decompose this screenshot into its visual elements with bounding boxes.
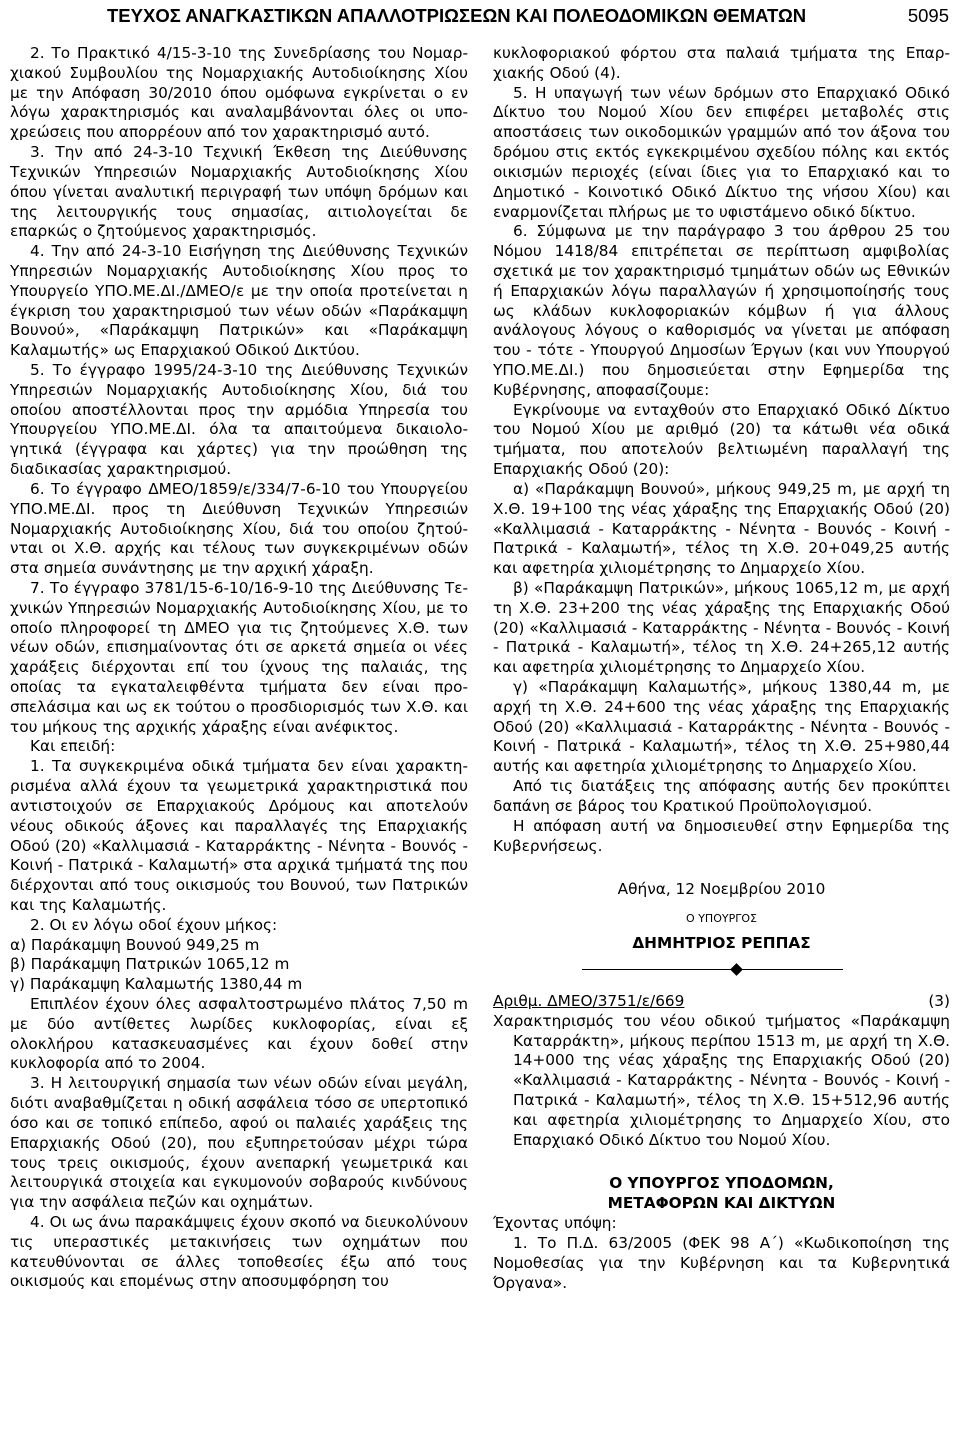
whereas-heading: Και επειδή: <box>30 737 116 756</box>
road-item-b: β) «Παράκαμψη Πατρικών», μήκους 1065,12 m, με αρχή τη Χ.Θ. 23+200 της νέας χάραξης της Επαρχιακής Οδού (20) «Καλλιμασιά - Καταρράκτης - Νένητα - Βουνός - Κοινή - Πατρικά - Καλαμωτή», τέλος τη Χ.Θ. 24+265,12 αυτής και αφετηρία χιλιομέτρησης το Δημαρχείο Χίου. <box>493 578 950 677</box>
paragraph-5: 5. Το έγγραφο 1995/24-3-10 της Διεύθυνσης Τεχνικών Υπηρεσιών Νομαρχιακής Αυτοδιοίκησης Χίου, διά του οποίου αποστέλλονται προς την αρμόδια Υπηρεσία του Υπουργείου ΥΠΟ.ΜΕ.ΔΙ. όλα τα απαιτούμενα δικαιολογητικά (έγγραφα και χάρτες) για την προώθηση της διαδικασίας χαρακτηρισμού. <box>10 361 468 479</box>
publication-note: Η απόφαση αυτή να δημοσιευθεί στην Εφημερίδα της Κυβερνήσεως. <box>493 816 950 855</box>
minister-title-line-2: ΜΕΤΑΦΟΡΩΝ ΚΑΙ ΔΙΚΤΥΩΝ <box>607 1194 836 1213</box>
legal-basis-item-1: 1. Το Π.Δ. 63/2005 (ΦΕΚ 98 Α΄) «Κωδικοποίηση της Νομοθεσίας για την Κυβέρνηση και τα Κυβερνητικά Όργανα». <box>493 1233 950 1292</box>
paragraph-7: 7. Το έγγραφο 3781/15-6-10/16-9-10 της Διεύθυνσης Τεχνικών Υπηρεσιών Νομαρχιακής Αυτοδιοίκησης Χίου, με το οποίο πληροφορεί τη ΔΜΕΟ για τις ζητούμενες Χ.Θ. των νέων οδών, επισημαίνοντας ότι σε αρκετά σημεία οι νέες χαράξεις διέρχονται επί του ίχνους της παλαιάς, της οποίας τα εγκαταλειφθέντα τμήματα δεν είναι προσπελάσιμα και ως εκ τούτου ο προσδιορισμός των Χ.Θ. και του μήκους της αρχικής χάραξης είναι ανέφικτος. <box>10 578 468 736</box>
right-column <box>493 44 950 1293</box>
publication-title: ΤΕΥΧΟΣ ΑΝΑΓΚΑΣΤΙΚΩΝ ΑΠΑΛΛΟΤΡΙΩΣΕΩΝ ΚΑΙ ΠΟΛΕΟΔΟΜΙΚΩΝ ΘΕΜΑΤΩΝ <box>107 5 807 26</box>
divider-line <box>582 969 843 970</box>
whereas-5: 5. Η υπαγωγή των νέων δρόμων στο Επαρχιακό Οδικό Δίκτυο του Νομού Χίου δεν επιφέρει μεταβολές στις αποστάσεις των οικοδομικών γραμμών από τον άξονα του δρόμου στις εκτός εγκεκριμένου σχεδίου πόλης και εκτός οικισμών περιοχές (είναι ίδιες για το Επαρχιακό και το Δημοτικό - Κοινοτικό Οδικό Δίκτυο της νήσου Χίου) και εναρμονίζεται πλήρως με το υφιστάμενο οδικό δίκτυο. <box>493 83 950 221</box>
decision-reference: Αριθμ. ΔΜΕΟ/3751/ε/669 <box>493 991 685 1010</box>
decision-header <box>493 992 950 1012</box>
minister-title-line-1: Ο ΥΠΟΥΡΓΟΣ ΥΠΟΔΟΜΩΝ, <box>609 1174 834 1193</box>
road-item-c: γ) «Παράκαμψη Καλαμωτής», μήκους 1380,44 m, με αρχή τη Χ.Θ. 24+600 της νέας χάραξης της Επαρχιακής Οδού (20) «Καλλιμασιά - Καταρράκτης - Νένητα - Βουνός - Κοινή - Πατρικά - Καλαμωτή», τέλος τη Χ.Θ. 25+980,44 αυτής και αφετηρία χιλιομέτρησης το Δημαρχείο Χίου. <box>493 678 950 776</box>
whereas-3: 3. Η λειτουργική σημασία των νέων οδών είναι μεγάλη, διότι αναβαθμίζεται η οδική ασφάλεια τόσο σε υπερτοπικό όσο και σε τοπικό επίπεδο, αφού οι παλαιές χαράξεις της Επαρχιακής Οδού (20), που εξυπηρετούσαν μέχρι τώρα τους τρεις οικισμούς, έχουν ανεπαρκή γεωμετρικά και λειτουργικά στοιχεία και εγκυμονούν σοβαρούς κινδύνους για την ασφάλεια πεζών και οχημάτων. <box>10 1074 468 1212</box>
whereas-2: 2. Οι εν λόγω οδοί έχουν μήκος: <box>30 915 278 934</box>
paragraph-3: 3. Την από 24-3-10 Τεχνική Έκθεση της Διεύθυνσης Τεχνικών Υπηρεσιών Νομαρχιακής Αυτοδιοίκησης Χίου όπου γίνεται αναλυτική περιγραφή των υπόψη δρόμων και της λειτουργικής τους σημασίας, αιτιολογείται δε επαρκώς ο ζητούμενος χαρακτηρισμός. <box>10 143 468 241</box>
paragraph-2: 2. Το Πρακτικό 4/15-3-10 της Συνεδρίασης του Νομαρχιακού Συμβουλίου της Νομαρχιακής Αυτοδιοίκησης Χίου με την Απόφαση 30/2010 όπου ομόφωνα εγκρίνεται ο εν λόγω χαρακτηρισμός και αναλαμβάνονται όλες οι υποχρεώσεις που απορρέουν από τον χαρακτηρισμό αυτό. <box>10 44 468 142</box>
whereas-1: 1. Τα συγκεκριμένα οδικά τμήματα δεν είναι χαρακτηρισμένα αλλά έχουν τα γεωμετρικά χαρακτηριστικά που αντιστοιχούν σε Επαρχιακούς Δρόμους και αποτελούν νέους οδικούς άξονες και παραλλαγές της Επαρχιακής Οδού (20) «Καλλιμασιά - Καταρράκτης - Νένητα - Βουνός - Κοινή - Πατρικά - Καλαμωτή» στα αρχικά τμήματά της που διέρχονται από τους οικισμούς του Βουνού, των Πατρικών και της Καλαμωτής. <box>10 757 468 914</box>
decision-number: (3) <box>928 991 950 1010</box>
minister-label: Ο ΥΠΟΥΡΓΟΣ <box>686 912 757 926</box>
page-number: 5095 <box>907 5 949 26</box>
width-paragraph: Επιπλέον έχουν όλες ασφαλτοστρωμένο πλάτος 7,50 m με δύο αντίθετες λωρίδες κυκλοφορίας, είναι εξ ολοκλήρου κατασκευασμένες και έχουν δοθεί στην κυκλοφορία από το 2004. <box>10 995 468 1073</box>
whereas-6: 6. Σύμφωνα με την παράγραφο 3 του άρθρου 25 του Νόμου 1418/84 επιτρέπεται σε περίπτωση αμφιβολίας σχετικά με τον χαρακτηρισμό τμημάτων οδών ως Εθνικών ή Επαρχιακών λόγω παραλλαγών ή χρησιμοποίησής τους ως κλάδων κυκλοφοριακών κόμβων ή για άλλους ανάλογους λόγους ο καθορισμός να γίνεται με απόφαση του - τότε - Υπουργού Δημοσίων Έργων (και νυν Υπουργού ΥΠΟ.ΜΕ.ΔΙ.) που δημοσιεύεται στην Εφημερίδα της Κυβέρνησης, αποφασίζουμε: <box>493 222 950 399</box>
left-column <box>10 44 468 1292</box>
budget-note: Από τις διατάξεις της απόφασης αυτής δεν προκύπτει δαπάνη σε βάρος του Κρατικού Προϋπολογισμού. <box>493 777 950 815</box>
continued-paragraph: κυκλοφοριακού φόρτου στα παλαιά τμήματα της Επαρχιακής Οδού (4). <box>493 44 950 82</box>
having-regard: Έχοντας υπόψη: <box>493 1214 617 1233</box>
road-item-a: α) «Παράκαμψη Βουνού», μήκους 949,25 m, με αρχή τη Χ.Θ. 19+100 της νέας χάραξης της Επαρχιακής Οδού (20) «Καλλιμασιά - Καταρράκτης - Νένητα - Βουνός - Κοινή - Πατρικά - Καλαμωτή», τέλος τη Χ.Θ. 20+049,25 αυτής και αφετηρία χιλιομέτρησης το Δημαρχείο Χίου. <box>493 479 950 578</box>
place-date: Αθήνα, 12 Νοεμβρίου 2010 <box>617 880 826 899</box>
decision-title: Χαρακτηρισμός του νέου οδικού τμήματος «Παράκαμψη Καταρράκτη», μήκους περίπου 1513 m, με αρχή τη Χ.Θ. 14+000 της νέας χάραξης της Επαρχιακής Οδού (20) «Καλλιμασιά - Καταρράκτης - Νένητα - Βουνός - Κοινή - Πατρικά - Καλαμωτή», τέλος τη Χ.Θ. 15+512,96 αυτής και αφετηρία χιλιομέτρησης το Δημαρχείο Χίου, στο Επαρχιακό Οδικό Δίκτυο του Νομού Χίου. <box>493 1011 950 1149</box>
section-divider <box>493 962 950 978</box>
paragraph-6: 6. Το έγγραφο ΔΜΕΟ/1859/ε/334/7-6-10 του Υπουργείου ΥΠΟ.ΜΕ.ΔΙ. προς τη Διεύθυνση Τεχνικών Υπηρεσιών Νομαρχιακής Αυτοδιοίκησης Χίου, διά του οποίου ζητούνται οι Χ.Θ. αρχής και τέλους των συγκεκριμένων οδών στα σημεία συνάντησης με την αρχική χάραξη. <box>10 479 468 578</box>
running-header <box>107 4 949 28</box>
minister-name: ΔΗΜΗΤΡΙΟΣ ΡΕΠΠΑΣ <box>632 934 811 953</box>
whereas-4: 4. Οι ως άνω παρακάμψεις έχουν σκοπό να διευκολύνουν τις υπεραστικές μετακινήσεις των οχημάτων που κατευθύνονται σε άλλες τοποθεσίες έξω από τους οικισμούς και επομένως στην αποσυμφόρηση του <box>10 1212 468 1291</box>
length-item-a: α) Παράκαμψη Βουνού 949,25 m <box>10 935 260 954</box>
decision-approval: Εγκρίνουμε να ενταχθούν στο Επαρχιακό Οδικό Δίκτυο του Νομού Χίου με αριθμό (20) τα κάτωθι νέα οδικά τμήματα, που αποτελούν βελτιωμένη παραλλαγή της Επαρχιακής Οδού (20): <box>493 400 950 479</box>
divider-diamond-icon <box>730 963 743 976</box>
length-item-b: β) Παράκαμψη Πατρικών 1065,12 m <box>10 955 290 974</box>
length-item-c: γ) Παράκαμψη Καλαμωτής 1380,44 m <box>10 975 303 994</box>
paragraph-4: 4. Την από 24-3-10 Εισήγηση της Διεύθυνσης Τεχνικών Υπηρεσιών Νομαρχιακής Αυτοδιοίκησης Χίου προς το Υπουργείο ΥΠΟ.ΜΕ.ΔΙ./ΔΜΕΟ/ε με την οποία προτείνεται η έγκριση του χαρακτηρισμού των νέων οδών «Παράκαμψη Βουνού», «Παράκαμψη Πατρικών» και «Παράκαμψη Καλαμωτής» ως Επαρχιακού Οδικού Δικτύου. <box>10 242 468 360</box>
